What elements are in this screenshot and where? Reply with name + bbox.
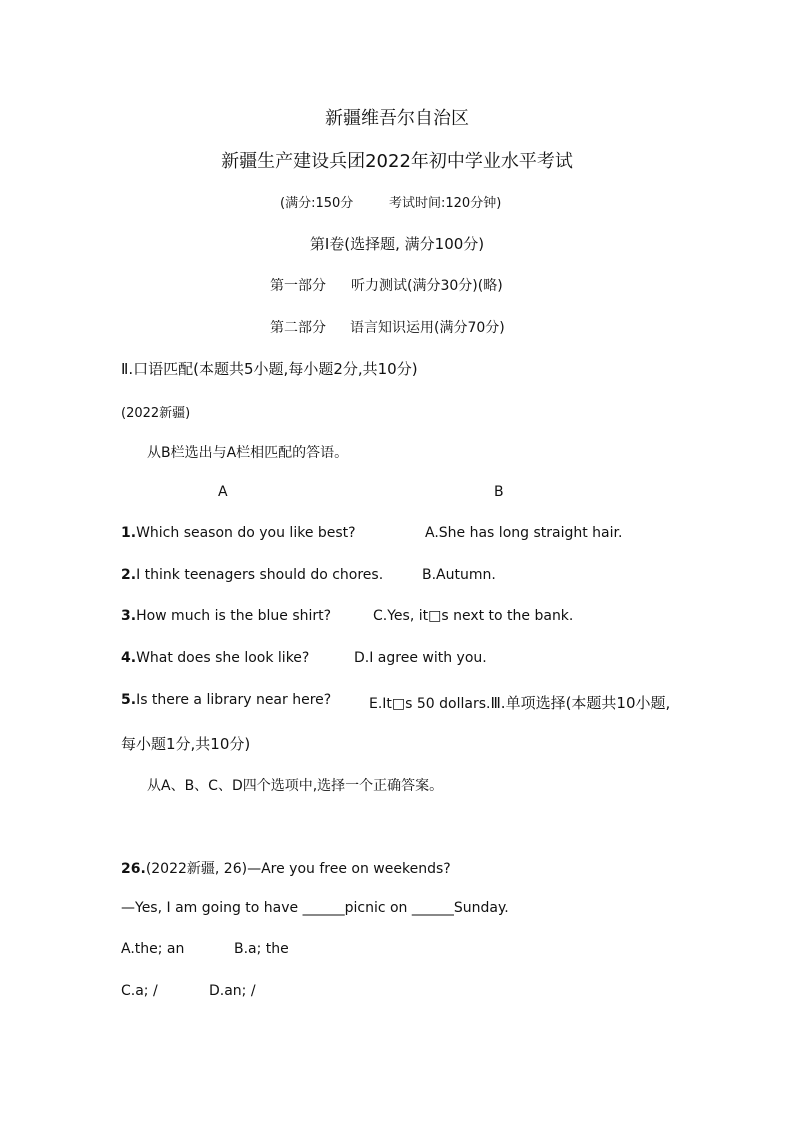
question-text: Is there a library near here? bbox=[136, 692, 332, 708]
option-b: B.a; the bbox=[234, 941, 289, 957]
volume-title: 第Ⅰ卷(选择题, 满分100分) bbox=[309, 235, 485, 253]
section2-source: (2022新疆) bbox=[121, 406, 191, 421]
option-d: D.an; / bbox=[209, 983, 256, 999]
item-number: 1. bbox=[121, 525, 137, 541]
match-question-1 bbox=[121, 525, 356, 541]
match-answer-c: C.Yes, it□s next to the bank. bbox=[373, 608, 574, 624]
question-text: How much is the blue shirt? bbox=[136, 608, 332, 624]
question-26-response: —Yes, I am going to have ______picnic on ______Sunday. bbox=[121, 900, 509, 916]
match-answer-d: D.I agree with you. bbox=[354, 650, 487, 666]
item-number: 3. bbox=[121, 608, 137, 624]
exam-time: 考试时间:120分钟) bbox=[389, 196, 502, 211]
question-number: 26. bbox=[121, 861, 146, 877]
match-question-3 bbox=[121, 608, 331, 624]
question-prompt: —Are you free on weekends? bbox=[247, 861, 451, 877]
column-a-header: A bbox=[218, 484, 228, 500]
section3-instruction: 从A、B、C、D四个选项中,选择一个正确答案。 bbox=[147, 778, 444, 794]
page-title: 新疆维吾尔自治区 bbox=[325, 108, 469, 129]
item-number: 5. bbox=[121, 692, 137, 708]
match-question-5 bbox=[121, 692, 331, 708]
part1-text: 听力测试(满分30分)(略) bbox=[351, 278, 503, 294]
exam-title: 新疆生产建设兵团2022年初中学业水平考试 bbox=[221, 151, 573, 172]
match-answer-a: A.She has long straight hair. bbox=[425, 525, 623, 541]
section2-heading: Ⅱ.口语匹配(本题共5小题,每小题2分,共10分) bbox=[121, 360, 418, 378]
item-number: 4. bbox=[121, 650, 137, 666]
part1-label: 第一部分 bbox=[270, 278, 326, 294]
question-26-stem bbox=[121, 858, 451, 878]
part2-text: 语言知识运用(满分70分) bbox=[350, 320, 505, 336]
question-text: I think teenagers should do chores. bbox=[136, 567, 384, 583]
match-question-4 bbox=[121, 650, 309, 666]
question-text: What does she look like? bbox=[136, 650, 310, 666]
section2-instruction: 从B栏选出与A栏相匹配的答语。 bbox=[147, 445, 349, 461]
match-question-2 bbox=[121, 567, 383, 583]
question-source: (2022新疆, 26) bbox=[145, 861, 248, 877]
full-score: (满分:150分 bbox=[280, 196, 354, 211]
item-number: 2. bbox=[121, 567, 137, 583]
match-answer-b: B.Autumn. bbox=[422, 567, 496, 583]
column-b-header: B bbox=[494, 484, 504, 500]
section3-heading-line2: 每小题1分,共10分) bbox=[121, 735, 251, 753]
match-answer-e: E.It□s 50 dollars. bbox=[369, 696, 491, 712]
section3-heading-line1 bbox=[369, 692, 670, 713]
option-c: C.a; / bbox=[121, 983, 158, 999]
section3-heading-start: Ⅲ.单项选择(本题共10小题, bbox=[490, 694, 671, 712]
part2-label: 第二部分 bbox=[270, 320, 326, 336]
option-a: A.the; an bbox=[121, 941, 185, 957]
question-text: Which season do you like best? bbox=[136, 525, 356, 541]
